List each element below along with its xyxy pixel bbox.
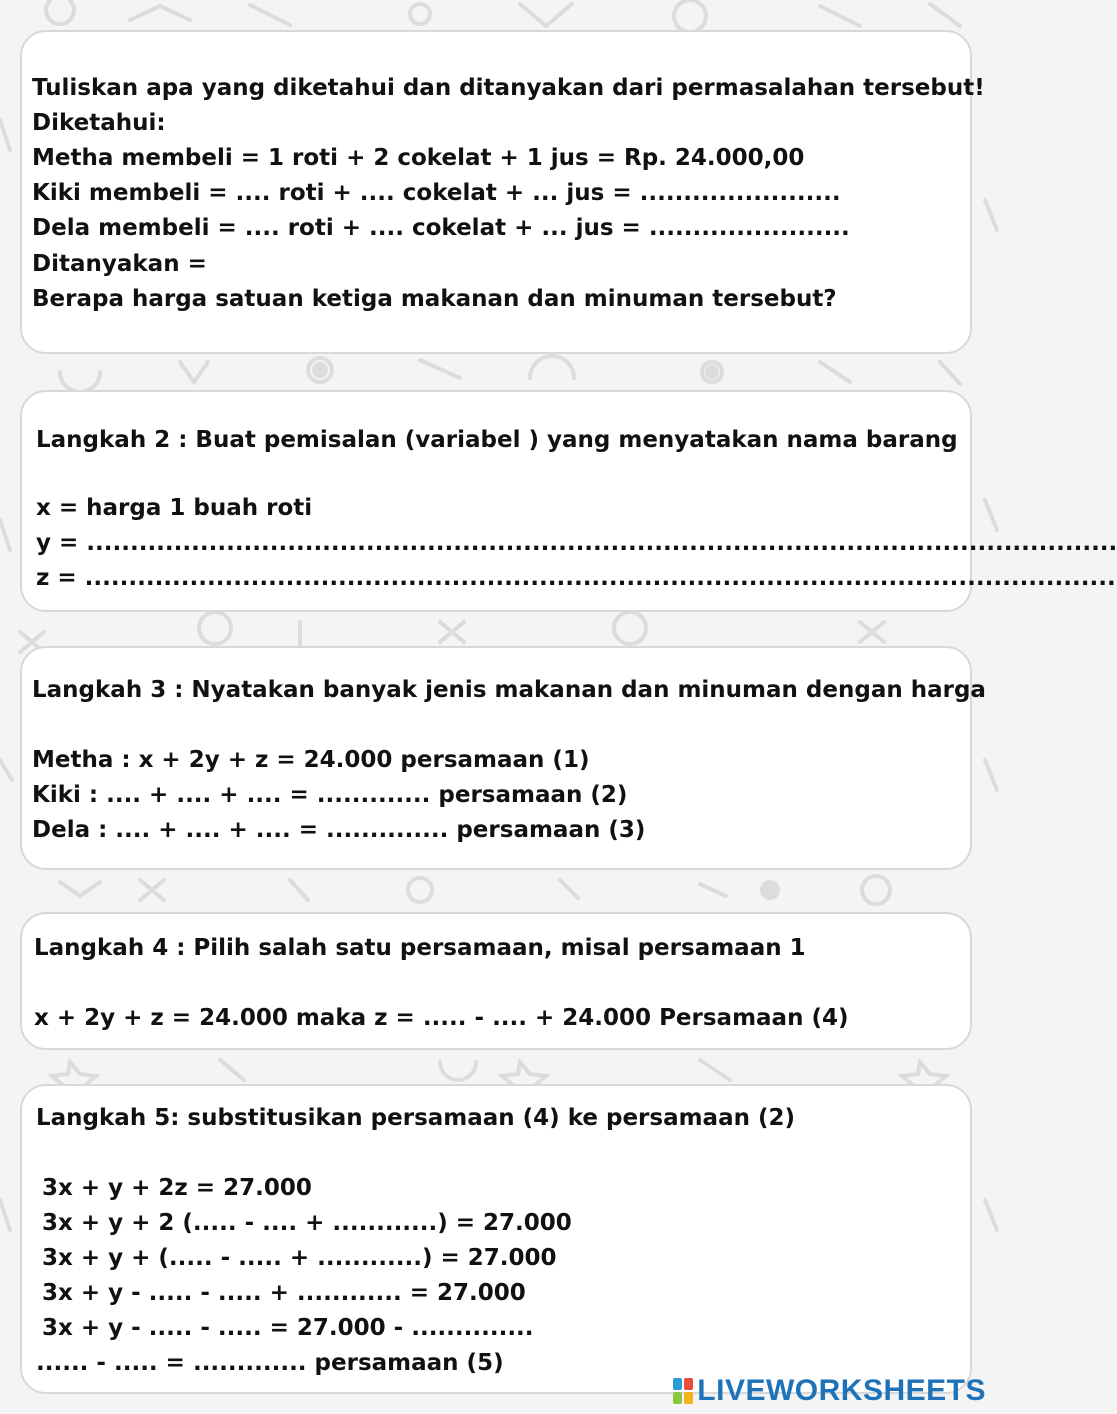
metha-equation: Metha : x + 2y + z = 24.000 persamaan (1) (32, 747, 590, 773)
kiki-purchase-line: Kiki membeli = .... roti + .... cokelat + ... jus = ....................... (32, 180, 841, 206)
substitution-result[interactable]: ...... - ..... = ............. persamaan (5) (36, 1350, 504, 1376)
substitution-step-5[interactable]: 3x + y - ..... - ..... = 27.000 - .............. (42, 1315, 534, 1341)
substitution-step-3[interactable]: 3x + y + (..... - ..... + ............) = 27.000 (42, 1245, 557, 1271)
variable-y-line[interactable]: y = ...................................................................................................................... (36, 530, 1117, 556)
kiki-equation[interactable]: Kiki : .... + .... + .... = ............. persamaan (2) (32, 782, 628, 808)
step-4-card (20, 912, 972, 1050)
liveworksheets-logo (673, 1374, 986, 1408)
step-5-card (20, 1084, 972, 1394)
dela-purchase-line: Dela membeli = .... roti + .... cokelat + ... jus = ....................... (32, 215, 850, 241)
dela-equation[interactable]: Dela : .... + .... + .... = .............. persamaan (3) (32, 817, 646, 843)
known-and-asked-card (20, 30, 985, 354)
step-5-title: Langkah 5: substitusikan persamaan (4) ke persamaan (2) (36, 1105, 796, 1131)
variable-z-line[interactable]: z = ...................................................................................................................... (36, 565, 1116, 591)
step-4-equation[interactable]: x + 2y + z = 24.000 maka z = ..... - .... + 24.000 Persamaan (4) (34, 1005, 849, 1031)
asked-label: Ditanyakan = (32, 251, 207, 277)
step-2-card (20, 390, 1117, 612)
substitution-step-4[interactable]: 3x + y - ..... - ..... + ............ = 27.000 (42, 1280, 526, 1306)
step-3-card (20, 646, 986, 870)
liveworksheets-logo-icon (673, 1378, 693, 1404)
step-3-title: Langkah 3 : Nyatakan banyak jenis makanan dan minuman dengan harga (32, 677, 986, 703)
substitution-step-1: 3x + y + 2z = 27.000 (42, 1175, 312, 1201)
variable-x-line: x = harga 1 buah roti (36, 495, 313, 521)
substitution-step-2[interactable]: 3x + y + 2 (..... - .... + ............) = 27.000 (42, 1210, 572, 1236)
question-text: Berapa harga satuan ketiga makanan dan minuman tersebut? (32, 286, 837, 312)
instruction-text: Tuliskan apa yang diketahui dan ditanyakan dari permasalahan tersebut! (32, 75, 985, 101)
step-4-title: Langkah 4 : Pilih salah satu persamaan, misal persamaan 1 (34, 935, 806, 961)
logo-text: LIVEWORKSHEETS (697, 1374, 986, 1407)
metha-purchase-line: Metha membeli = 1 roti + 2 cokelat + 1 jus = Rp. 24.000,00 (32, 145, 805, 171)
known-label: Diketahui: (32, 110, 166, 136)
step-2-title: Langkah 2 : Buat pemisalan (variabel ) yang menyatakan nama barang (36, 427, 958, 453)
